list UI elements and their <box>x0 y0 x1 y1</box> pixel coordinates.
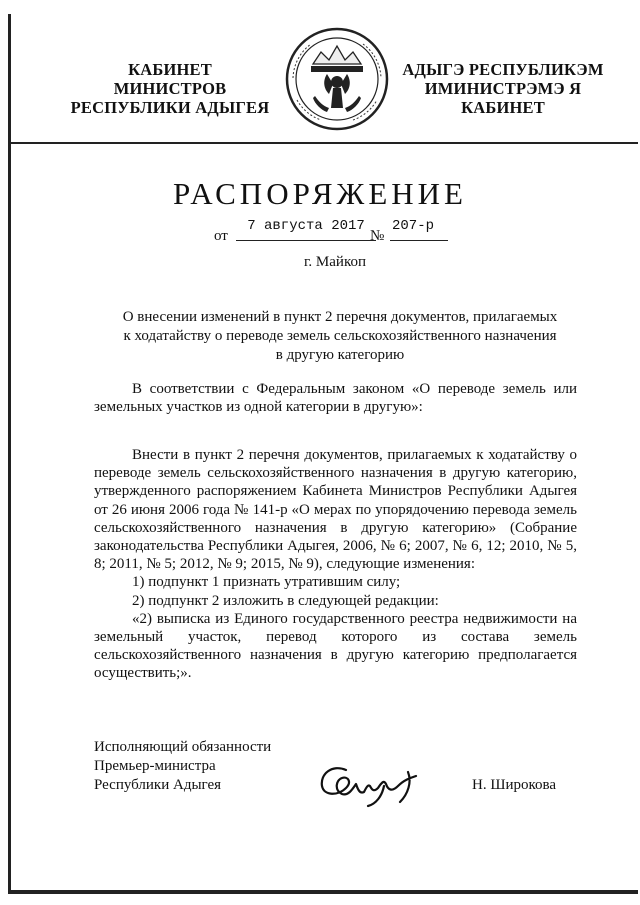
org-name-russian-line1: КАБИНЕТ МИНИСТРОВ <box>113 60 227 98</box>
document-number: 207-р <box>390 218 448 241</box>
handwritten-signature-icon <box>312 756 432 808</box>
number-label: № <box>370 228 385 244</box>
date-prefix: от <box>214 228 228 244</box>
document-date: 7 августа 2017 <box>236 218 376 241</box>
signer-position-line1: Исполняющий обязанности <box>94 739 272 755</box>
org-name-adyghe <box>388 60 618 117</box>
org-name-russian-line2: РЕСПУБЛИКИ АДЫГЕЯ <box>70 98 270 117</box>
resolution-body <box>94 446 577 683</box>
document-title: РАСПОРЯЖЕНИЕ <box>173 176 467 211</box>
resolution-item-2: 2) подпункт 2 изложить в следующей редакции: <box>132 592 439 609</box>
resolution-quote: «2) выписка из Единого государственного реестра недвижимости на земельный участок, перевод которого из состава земель сельскохозяйственного назначения в другую категорию предполагается осуществить;». <box>94 610 577 682</box>
signer-position-line2: Премьер-министра <box>94 758 216 774</box>
org-name-russian <box>70 60 270 117</box>
org-name-adyghe-line1: АДЫГЭ РЕСПУБЛИКЭМ <box>402 60 604 79</box>
scan-border-left <box>8 14 11 892</box>
subject-line2: к ходатайству о переводе земель сельскохозяйственного назначения <box>123 328 557 344</box>
document-subject <box>80 308 600 365</box>
signer-name: Н. Широкова <box>472 777 557 793</box>
coat-of-arms-icon <box>283 26 391 132</box>
signer-position-line3: Республики Адыгея <box>94 777 222 793</box>
header-divider <box>8 142 638 144</box>
subject-line1: О внесении изменений в пункт 2 перечня документов, прилагаемых <box>122 309 558 325</box>
city: г. Майкоп <box>303 254 367 270</box>
subject-line3: в другую категорию <box>275 347 405 363</box>
scan-border-bottom <box>8 890 638 894</box>
resolution-main-text: Внести в пункт 2 перечня документов, прилагаемых к ходатайству о переводе земель сельскохозяйственного назначения в другую категорию, утвержденного распоряжением Кабинета Министров Республики Адыгея от 26 июня 2006 года № 141-р «О мерах по упорядочению перевода земель сельскохозяйственного назначения в другую категорию» (Собрание законодательства Республики Адыгея, 2006, № 6; 2007, № 6, 12; 2010, № 5, 8; 2011, № 5; 2012, № 9; 2015, № 9), следующие изменения: <box>94 447 577 573</box>
preamble <box>94 380 577 416</box>
signer-position <box>94 738 271 795</box>
org-name-adyghe-line2: ИМИНИСТРЭМЭ Я КАБИНЕТ <box>424 79 582 117</box>
preamble-text: В соответствии с Федеральным законом «О переводе земель или земельных участков из одной категории в другую»: <box>94 381 577 416</box>
resolution-item-1: 1) подпункт 1 признать утратившим силу; <box>132 574 401 591</box>
